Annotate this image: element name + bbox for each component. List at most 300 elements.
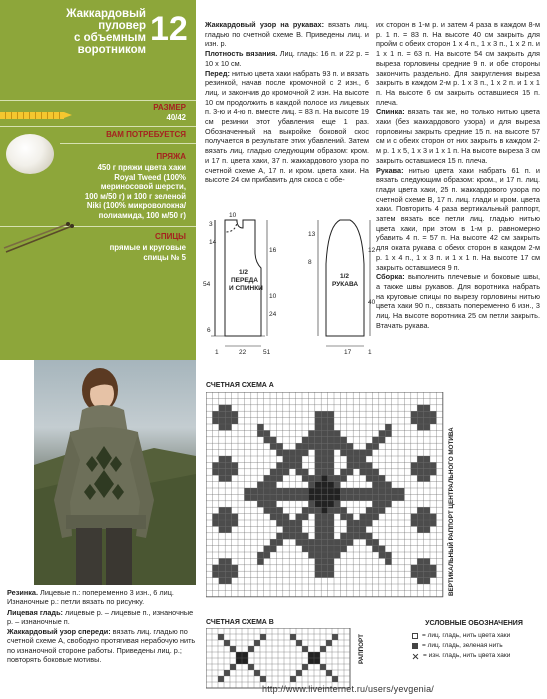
divider <box>0 100 196 101</box>
sleeves-title: Рукава: <box>376 165 404 175</box>
chart-cell <box>321 539 327 545</box>
dim-17: 17 <box>344 349 352 356</box>
chart-cell <box>334 437 340 443</box>
chart-cell <box>347 533 353 539</box>
chart-cell <box>321 571 327 577</box>
yarn-label: ПРЯЖА <box>156 152 186 161</box>
chart-cell <box>340 488 346 494</box>
chart-cell <box>326 670 332 676</box>
chart-cell <box>417 469 423 475</box>
chart-cell <box>379 482 385 488</box>
chart-cell <box>347 526 353 532</box>
sleeve-label-1: 1/2 <box>340 273 350 280</box>
chart-cell <box>366 507 372 513</box>
chart-cell <box>321 533 327 539</box>
chart-cell <box>225 462 231 468</box>
front-label-3: И СПИНКИ <box>229 285 263 292</box>
chart-cell <box>392 494 398 500</box>
chart-cell <box>340 469 346 475</box>
chart-cell <box>232 462 238 468</box>
chart-cell <box>424 558 430 564</box>
chart-cell <box>270 469 276 475</box>
chart-cell <box>417 475 423 481</box>
chart-a-title: СЧЕТНАЯ СХЕМА А <box>206 382 274 389</box>
chart-cell <box>430 418 436 424</box>
dim-10: 10 <box>269 293 277 300</box>
chart-cell <box>321 565 327 571</box>
chart-cell <box>257 552 263 558</box>
chart-cell <box>260 676 266 682</box>
yarn-line: полиамида, 100 м/50 г) <box>98 210 186 220</box>
chart-cell <box>366 462 372 468</box>
chart-cell <box>321 462 327 468</box>
chart-cell <box>232 411 238 417</box>
chart-cell <box>398 494 404 500</box>
chart-cell <box>321 520 327 526</box>
chart-cell <box>372 488 378 494</box>
instructions-column-1 <box>205 20 369 185</box>
chart-cell <box>340 539 346 545</box>
model-photo <box>34 360 196 585</box>
chart-cell <box>254 640 260 646</box>
chart-cell <box>308 482 314 488</box>
chart-cell <box>385 482 391 488</box>
chart-cell <box>340 507 346 513</box>
chart-cell <box>302 494 308 500</box>
gauge-paragraph <box>205 49 369 68</box>
needles-line: спицы № 5 <box>143 252 186 262</box>
chart-cell <box>264 430 270 436</box>
chart-cell <box>212 520 218 526</box>
chart-cell <box>290 676 296 682</box>
chart-b-side-label: РАППОРТ <box>358 633 365 664</box>
chart-cell <box>424 469 430 475</box>
chart-cell <box>219 462 225 468</box>
chart-cell <box>353 526 359 532</box>
chart-cell <box>289 456 295 462</box>
chart-cell <box>315 469 321 475</box>
chart-cell <box>219 520 225 526</box>
chart-cell <box>270 507 276 513</box>
chart-cell <box>385 552 391 558</box>
chart-cell <box>424 514 430 520</box>
chart-cell <box>308 437 314 443</box>
chart-cell <box>315 475 321 481</box>
chart-cell <box>283 526 289 532</box>
chart-cell <box>276 443 282 449</box>
chart-cell <box>257 494 263 500</box>
needles-details <box>110 243 186 262</box>
divider <box>0 126 196 127</box>
chart-cell <box>225 475 231 481</box>
chart-cell <box>315 430 321 436</box>
chart-cell <box>379 501 385 507</box>
chart-cell <box>430 565 436 571</box>
legend-text: = лиц. гладь, нить цвета хаки <box>422 632 511 639</box>
sleeve-pattern-paragraph <box>205 20 369 49</box>
chart-cell <box>219 578 225 584</box>
chart-cell <box>302 664 308 670</box>
sleeve-label-2: РУКАВА <box>332 281 359 288</box>
chart-cell <box>332 676 338 682</box>
dim-16: 16 <box>269 247 277 254</box>
size-label: РАЗМЕР <box>153 103 186 112</box>
chart-cell <box>302 450 308 456</box>
legend-text: = изн. гладь, нить цвета хаки <box>423 652 511 659</box>
chart-cell <box>340 546 346 552</box>
chart-b-grid <box>206 628 352 690</box>
chart-cell <box>385 501 391 507</box>
chart-cell <box>430 514 436 520</box>
chart-cell <box>212 469 218 475</box>
chart-cell <box>314 652 320 658</box>
chart-cell <box>224 670 230 676</box>
chart-cell <box>230 664 236 670</box>
dim-8: 8 <box>308 259 312 266</box>
chart-cell <box>334 507 340 513</box>
chart-cell <box>430 571 436 577</box>
chart-cell <box>283 462 289 468</box>
chart-cell <box>315 418 321 424</box>
chart-cell <box>385 488 391 494</box>
chart-cell <box>257 430 263 436</box>
chart-cell <box>225 526 231 532</box>
chart-cell <box>334 539 340 545</box>
chart-cell <box>308 552 314 558</box>
chart-cell <box>276 514 282 520</box>
chart-cell <box>328 456 334 462</box>
stockinette-body: лицевые р. – лицевые п., изнаночные р. – изнаночные п. <box>7 607 194 626</box>
chart-cell <box>411 514 417 520</box>
chart-cell <box>270 494 276 500</box>
sleeves-body: нитью цвета хаки набрать 61 п. и вязать следующим образом: кром., и 17 п. лиц. глади цвета хаки, 25 п. жаккардового узора по счетной схеме В, 17 п. лиц. глади и кром. цвета хаки. Повторить 4 раза вертикальный раппорт, затем вязать все петли лиц. гладью нитью цвета хаки, при этом в 1-м р. равномерно убавить 4 п. = 57 п. На высоте 42 см закрыть для оката рукава с обеих сторон в каждом 2-м р. 1 х 4 п., 1 х 3 п. и 1 х 1 п. На высоте 17 см закрыть оставшиеся 9 п. <box>376 165 540 272</box>
chart-cell <box>315 501 321 507</box>
chart-cell <box>264 437 270 443</box>
chart-cell <box>379 494 385 500</box>
chart-cell <box>321 424 327 430</box>
left-instructions <box>7 588 197 665</box>
yarn-ball-icon <box>6 134 54 174</box>
chart-cell <box>360 526 366 532</box>
chart-cell <box>257 558 263 564</box>
chart-cell <box>248 646 254 652</box>
front-continued-paragraph: их сторон в 1-м р. и затем 4 раза в каждом 8-м р. 1 п. = 83 п. На высоте 40 см закрыть для пройм с обеих сторон 1 х 4 п., 1 х 3 п., 1 х 2 п. и 1 х 1 п. = 63 п. На высоте 54 см закрыть для выреза горловины средние 9 п. и обе стороны закончить раздельно. Для закругления выреза закрыть в каждом 2-м р. 1 х 3 п., 1 х 2 п. и 1 х 1 п. На высоте 6 см закрыть оставшиеся 15 п. плеча. <box>376 20 540 107</box>
rib-paragraph <box>7 588 197 607</box>
chart-cell <box>283 488 289 494</box>
chart-cell <box>283 456 289 462</box>
chart-cell <box>264 507 270 513</box>
chart-cell <box>360 488 366 494</box>
chart-cell <box>328 507 334 513</box>
chart-cell <box>260 634 266 640</box>
chart-cell <box>328 462 334 468</box>
chart-cell <box>366 469 372 475</box>
chart-cell <box>328 565 334 571</box>
chart-cell <box>417 571 423 577</box>
stockinette-title: Лицевая гладь: <box>7 607 63 617</box>
chart-cell <box>276 488 282 494</box>
dim-51: 51 <box>263 349 271 356</box>
legend-item-green <box>404 641 544 651</box>
chart-cell <box>290 634 296 640</box>
chart-cell <box>340 494 346 500</box>
chart-cell <box>232 571 238 577</box>
chart-cell <box>321 552 327 558</box>
chart-cell <box>321 488 327 494</box>
chart-cell <box>230 646 236 652</box>
chart-cell <box>315 558 321 564</box>
chart-cell <box>372 443 378 449</box>
chart-cell <box>360 514 366 520</box>
chart-cell <box>353 450 359 456</box>
chart-cell <box>328 501 334 507</box>
chart-cell <box>276 462 282 468</box>
chart-cell <box>379 546 385 552</box>
instructions-column-2 <box>376 20 540 331</box>
chart-cell <box>242 652 248 658</box>
chart-cell <box>270 475 276 481</box>
chart-cell <box>232 520 238 526</box>
info-sidebar <box>0 0 196 360</box>
chart-cell <box>334 482 340 488</box>
chart-cell <box>360 520 366 526</box>
title-line: воротником <box>77 44 146 56</box>
chart-cell <box>264 501 270 507</box>
chart-cell <box>257 488 263 494</box>
chart-cell <box>225 571 231 577</box>
chart-cell <box>219 411 225 417</box>
chart-cell <box>366 494 372 500</box>
chart-cell <box>315 462 321 468</box>
chart-cell <box>264 552 270 558</box>
chart-cell <box>424 475 430 481</box>
chart-cell <box>417 514 423 520</box>
chart-cell <box>347 514 353 520</box>
chart-cell <box>321 456 327 462</box>
chart-cell <box>417 424 423 430</box>
chart-cell <box>296 670 302 676</box>
chart-cell <box>334 488 340 494</box>
chart-cell <box>315 437 321 443</box>
knitting-needles-icon <box>2 222 76 256</box>
chart-cell <box>321 411 327 417</box>
chart-cell <box>219 514 225 520</box>
chart-cell <box>328 437 334 443</box>
chart-cell <box>283 533 289 539</box>
legend-item-purl <box>404 651 544 661</box>
chart-cell <box>254 670 260 676</box>
chart-cell <box>219 418 225 424</box>
yarn-line: Royal Tweed (100% <box>114 172 186 182</box>
chart-cell <box>353 462 359 468</box>
chart-cell <box>430 469 436 475</box>
chart-cell <box>321 558 327 564</box>
chart-cell <box>308 501 314 507</box>
chart-cell <box>328 475 334 481</box>
chart-cell <box>347 520 353 526</box>
chart-cell <box>251 488 257 494</box>
chart-cell <box>334 443 340 449</box>
chart-cell <box>314 658 320 664</box>
pattern-title <box>8 8 146 56</box>
chart-cell <box>251 494 257 500</box>
chart-cell <box>257 482 263 488</box>
chart-cell <box>289 520 295 526</box>
chart-cell <box>411 520 417 526</box>
dim-1-sleeve: 1 <box>368 349 372 356</box>
needles-label: СПИЦЫ <box>155 232 186 241</box>
chart-cell <box>212 571 218 577</box>
chart-cell <box>276 494 282 500</box>
chart-cell <box>366 475 372 481</box>
chart-cell <box>296 539 302 545</box>
dim-40: 40 <box>368 299 376 306</box>
chart-cell <box>424 405 430 411</box>
chart-cell <box>347 469 353 475</box>
chart-cell <box>225 514 231 520</box>
front-pattern-title: Жаккардовый узор спереди: <box>7 627 111 637</box>
dim-24: 24 <box>269 311 277 318</box>
chart-cell <box>296 514 302 520</box>
chart-cell <box>219 571 225 577</box>
chart-cell <box>379 552 385 558</box>
chart-cell <box>296 456 302 462</box>
chart-cell <box>379 488 385 494</box>
dim-22: 22 <box>239 349 247 356</box>
chart-cell <box>392 488 398 494</box>
chart-cell <box>411 462 417 468</box>
chart-cell <box>296 488 302 494</box>
chart-cell <box>321 450 327 456</box>
chart-cell <box>321 494 327 500</box>
chart-cell <box>417 462 423 468</box>
chart-cell <box>353 494 359 500</box>
legend <box>404 620 544 661</box>
chart-cell <box>328 552 334 558</box>
needles-line: прямые и круговые <box>109 243 186 252</box>
legend-text: = лиц. гладь, зеленая нить <box>422 642 503 649</box>
chart-cell <box>334 494 340 500</box>
chart-cell <box>302 437 308 443</box>
chart-cell <box>430 411 436 417</box>
chart-b-title: СЧЕТНАЯ СХЕМА В <box>206 619 274 626</box>
front-back-schematic <box>203 212 283 360</box>
sleeve-schematic <box>306 212 378 360</box>
chart-cell <box>347 539 353 545</box>
chart-cell <box>219 558 225 564</box>
chart-cell <box>276 507 282 513</box>
chart-cell <box>340 533 346 539</box>
chart-cell <box>360 533 366 539</box>
dim-14: 14 <box>209 239 217 246</box>
front-paragraph <box>205 69 369 185</box>
chart-cell <box>417 456 423 462</box>
chart-cell <box>289 533 295 539</box>
chart-cell <box>328 424 334 430</box>
chart-cell <box>225 507 231 513</box>
chart-cell <box>411 565 417 571</box>
chart-cell <box>308 475 314 481</box>
chart-cell <box>372 437 378 443</box>
chart-cell <box>360 469 366 475</box>
chart-cell <box>315 514 321 520</box>
front-title: Перед: <box>205 68 230 78</box>
chart-cell <box>315 520 321 526</box>
chart-cell <box>328 546 334 552</box>
chart-cell <box>328 443 334 449</box>
chart-cell <box>289 462 295 468</box>
chart-cell <box>372 494 378 500</box>
chart-cell <box>308 494 314 500</box>
dim-13: 13 <box>308 231 316 238</box>
yarn-line: 450 г пряжи цвета хаки <box>97 163 186 172</box>
chart-cell <box>232 514 238 520</box>
chart-cell <box>225 411 231 417</box>
chart-cell <box>283 494 289 500</box>
chart-a-side-label: ВЕРТИКАЛЬНЫЙ РАППОРТ ЦЕНТРАЛЬНОГО МОТИВА <box>448 427 455 596</box>
chart-cell <box>328 526 334 532</box>
chart-cell <box>257 501 263 507</box>
chart-cell <box>225 418 231 424</box>
chart-cell <box>328 558 334 564</box>
chart-cell <box>308 546 314 552</box>
filled-square-icon <box>412 643 418 649</box>
chart-cell <box>219 475 225 481</box>
chart-cell <box>242 658 248 664</box>
chart-cell <box>366 520 372 526</box>
chart-cell <box>225 578 231 584</box>
chart-cell <box>340 437 346 443</box>
chart-cell <box>379 437 385 443</box>
chart-cell <box>424 578 430 584</box>
chart-cell <box>264 482 270 488</box>
chart-cell <box>411 418 417 424</box>
chart-cell <box>264 488 270 494</box>
chart-cell <box>424 418 430 424</box>
back-title: Спинка: <box>376 107 405 117</box>
yarn-line: мериносовой шерсти, <box>100 182 186 192</box>
chart-cell <box>328 520 334 526</box>
chart-cell <box>289 494 295 500</box>
front-pattern-paragraph <box>7 627 197 664</box>
chart-cell <box>315 482 321 488</box>
chart-cell <box>236 658 242 664</box>
chart-cell <box>360 462 366 468</box>
chart-cell <box>296 533 302 539</box>
chart-cell <box>264 475 270 481</box>
chart-cell <box>219 405 225 411</box>
chart-cell <box>315 443 321 449</box>
chart-cell <box>315 539 321 545</box>
chart-cell <box>244 494 250 500</box>
materials-label: ВАМ ПОТРЕБУЕТСЯ <box>106 130 186 139</box>
chart-cell <box>411 469 417 475</box>
yarn-line: Niki (100% микроволокна/ <box>86 201 186 211</box>
chart-cell <box>283 514 289 520</box>
chart-cell <box>372 546 378 552</box>
chart-cell <box>321 475 327 481</box>
title-line: Жаккардовый <box>66 8 146 20</box>
chart-cell <box>334 501 340 507</box>
chart-cell <box>296 526 302 532</box>
chart-cell <box>315 565 321 571</box>
chart-cell <box>417 578 423 584</box>
chart-cell <box>385 430 391 436</box>
chart-cell <box>219 469 225 475</box>
front-pattern-body: вязать лиц. гладью по счетной схеме А, свободно протягивая нерабочую нить по изнаночной стороне работы. Приведены лиц. р.; повторять боковые мотивы. <box>7 627 196 665</box>
chart-cell <box>328 571 334 577</box>
chart-cell <box>315 450 321 456</box>
